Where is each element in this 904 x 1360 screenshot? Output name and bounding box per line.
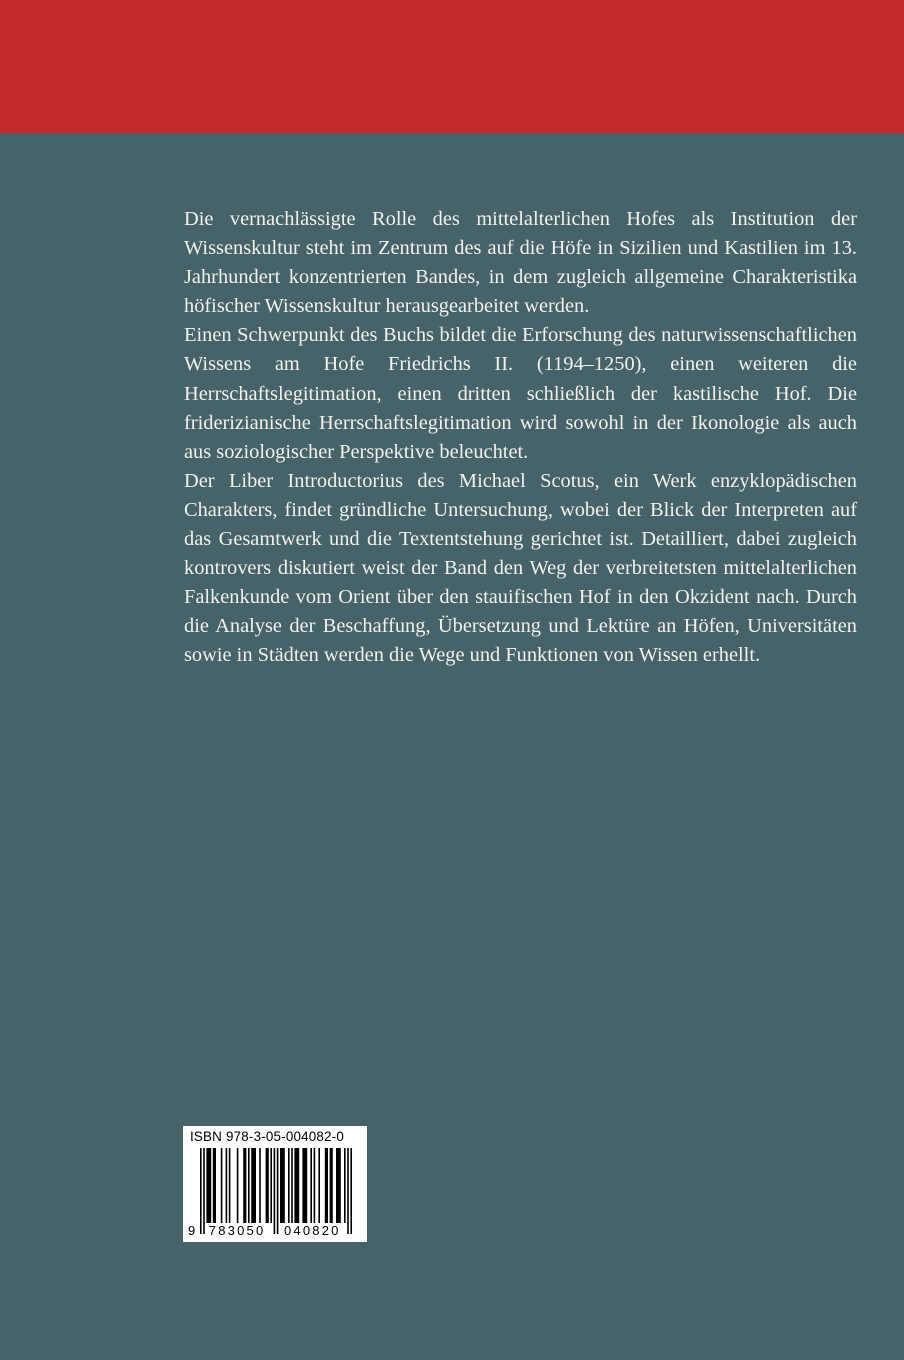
back-cover-blurb xyxy=(184,205,857,671)
barcode-bar xyxy=(221,1148,223,1223)
barcode-bar xyxy=(288,1148,290,1223)
barcode-bar xyxy=(229,1148,231,1223)
isbn-label: ISBN 978-3-05-004082-0 xyxy=(190,1129,345,1144)
barcode-bar xyxy=(310,1148,312,1223)
barcode-bar xyxy=(280,1148,285,1223)
barcode-bar xyxy=(291,1148,293,1223)
barcode-bar xyxy=(325,1148,328,1223)
isbn-barcode xyxy=(183,1126,367,1242)
barcode-bar xyxy=(248,1148,250,1223)
barcode-left-digits: 783050 xyxy=(208,1223,266,1238)
barcode-bar xyxy=(344,1148,346,1223)
barcode-bar xyxy=(318,1148,320,1223)
barcode-guard-bar xyxy=(350,1148,352,1234)
barcode-bar xyxy=(302,1148,307,1223)
barcode-right-digits: 040820 xyxy=(284,1223,341,1238)
barcode-guard-bar xyxy=(277,1148,279,1234)
blurb-paragraph-1: Die vernachlässigte Rolle des mittelalterlichen Hofes als Institution der Wissenskultur steht im Zentrum des auf die Höfe in Sizilien und Kastilien im 13. Jahrhundert konzentrierten Bandes, in dem zugleich allgemeine Charakteristika höfischer Wissenskultur herausgearbeitet werden. xyxy=(184,208,857,318)
top-color-band xyxy=(0,0,904,133)
barcode-bar xyxy=(266,1148,269,1223)
barcode-guard-bar xyxy=(347,1148,349,1234)
barcode-bar xyxy=(294,1148,299,1223)
barcode-bar xyxy=(330,1148,333,1223)
barcode-bar xyxy=(213,1148,216,1223)
barcode-bar xyxy=(314,1148,316,1223)
barcode-bar xyxy=(251,1148,256,1223)
barcode-guard-bar xyxy=(274,1148,276,1234)
barcode-guard-bar xyxy=(203,1148,205,1234)
barcode-first-digit: 9 xyxy=(188,1223,196,1238)
blurb-paragraph-3: Der Liber Introductorius des Michael Scotus, ein Werk enzyklopädischen Charakters, findet gründliche Untersuchung, wobei der Blick der Interpreten auf das Gesamtwerk und die Textentstehung gerichtet ist. Detailliert, dabei zugleich kontrovers diskutiert weist der Band den Weg der verbreitetsten mittelalterlichen Falkenkunde vom Orient über den stauifischen Hof in den Okzident nach. Durch die Analyse der Beschaffung, Übersetzung und Lektüre an Höfen, Universitäten sowie in Städten werden die Wege und Funktionen von Wissen erhellt. xyxy=(184,469,857,667)
barcode-bar xyxy=(226,1148,228,1223)
barcode-bar xyxy=(259,1148,261,1223)
barcode-bar xyxy=(206,1148,211,1223)
barcode-bar xyxy=(270,1148,272,1223)
barcode-guard-bar xyxy=(200,1148,202,1234)
barcode-bar xyxy=(336,1148,341,1223)
blurb-paragraph-2: Einen Schwerpunkt des Buchs bildet die Erforschung des naturwissenschaftlichen Wissens am Hofe Friedrichs II. (1194–1250), einen weiteren die Herrschaftslegitimation, einen dritten schließlich der kastilische Hof. Die friderizianische Herrschaftslegitimation wird sowohl in der Ikonologie als auch aus soziologischer Perspektive beleuchtet. xyxy=(184,324,857,463)
barcode-bar xyxy=(237,1148,239,1223)
barcode-bar xyxy=(243,1148,246,1223)
